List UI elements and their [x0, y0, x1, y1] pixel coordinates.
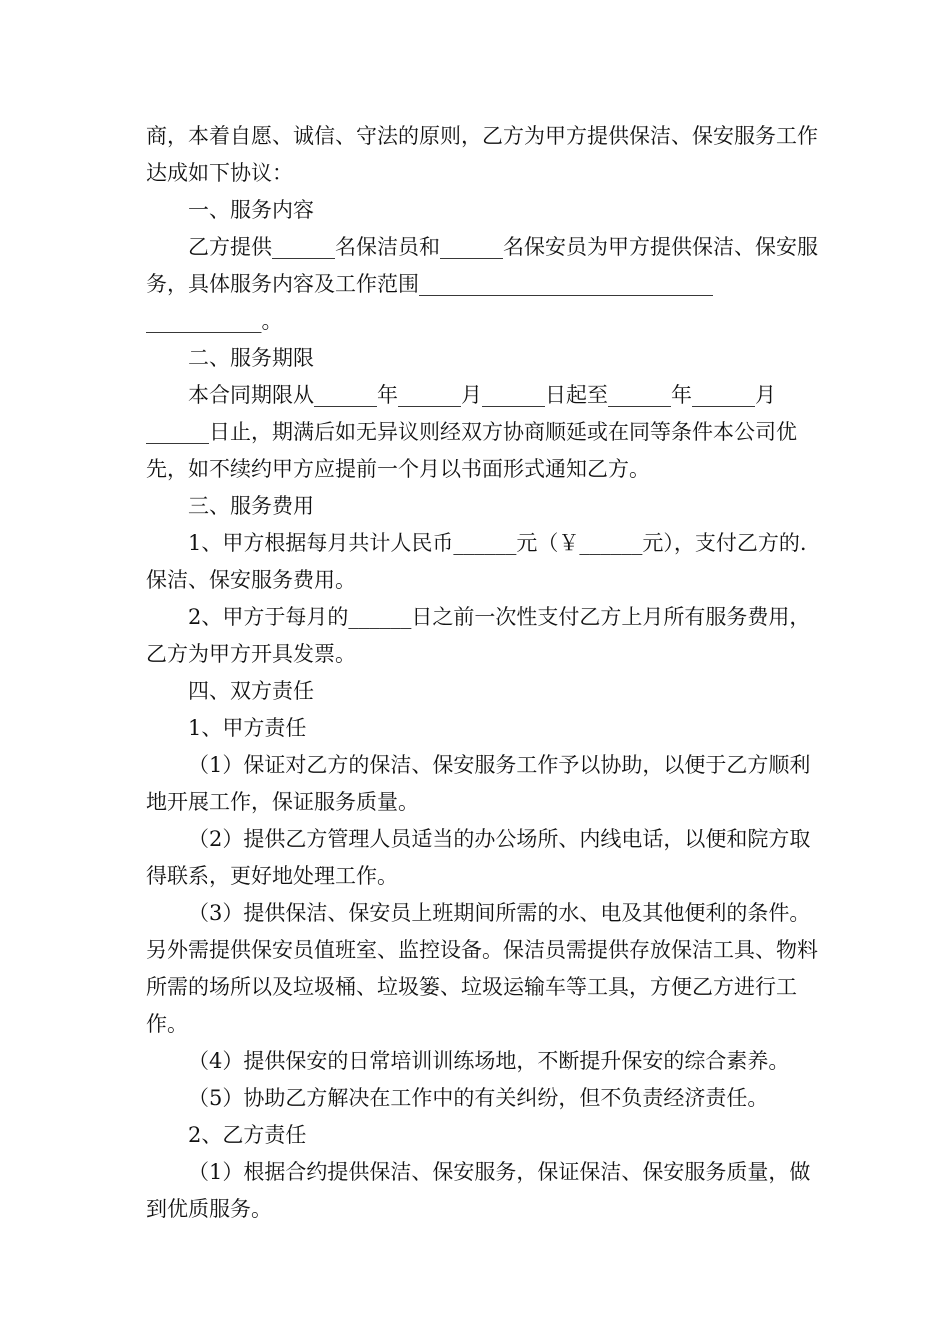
paragraph-party-b-1: （1）根据合约提供保洁、保安服务，保证保洁、保安服务质量，做到优质服务。: [146, 1160, 811, 1221]
heading-party-a: 1、甲方责任: [188, 716, 307, 740]
paragraph-party-a-4: （4）提供保安的日常培训训练场地，不断提升保安的综合素养。: [188, 1049, 790, 1073]
document-body: [146, 118, 826, 1228]
paragraph-party-a-2: （2）提供乙方管理人员适当的办公场所、内线电话，以便和院方取得联系，更好地处理工作。: [146, 827, 811, 888]
heading-service-content: 一、服务内容: [188, 198, 314, 222]
paragraph-party-a-1: （1）保证对乙方的保洁、保安服务工作予以协助，以便于乙方顺利地开展工作，保证服务质量。: [146, 753, 811, 814]
paragraph-party-a-3: （3）提供保洁、保安员上班期间所需的水、电及其他便利的条件。另外需提供保安员值班室、监控设备。保洁员需提供存放保洁工具、物料所需的场所以及垃圾桶、垃圾篓、垃圾运输车等工具，方便乙方进行工作。: [146, 901, 818, 1036]
paragraph-service-content: 乙方提供______名保洁员和______名保安员为甲方提供保洁、保安服务，具体服务内容及工作范围____________________________ ___________。: [146, 235, 818, 333]
paragraph-fee-1: 1、甲方根据每月共计人民币______元（￥______元），支付乙方的.保洁、保安服务费用。: [146, 531, 807, 592]
paragraph-party-a-5: （5）协助乙方解决在工作中的有关纠纷，但不负责经济责任。: [188, 1086, 769, 1110]
paragraph-service-period: 本合同期限从______年______月______日起至______年______月______日止，期满后如无异议则经双方协商顺延或在同等条件本公司优先，如不续约甲方应提前一个月以书面形式通知乙方。: [146, 383, 797, 481]
heading-party-b: 2、乙方责任: [188, 1123, 307, 1147]
heading-responsibilities: 四、双方责任: [188, 679, 314, 703]
heading-service-period: 二、服务期限: [188, 346, 314, 370]
paragraph-intro: 商，本着自愿、诚信、守法的原则，乙方为甲方提供保洁、保安服务工作达成如下协议：: [146, 124, 818, 185]
paragraph-fee-2: 2、甲方于每月的______日之前一次性支付乙方上月所有服务费用，乙方为甲方开具发票。: [146, 605, 811, 666]
heading-service-fee: 三、服务费用: [188, 494, 314, 518]
